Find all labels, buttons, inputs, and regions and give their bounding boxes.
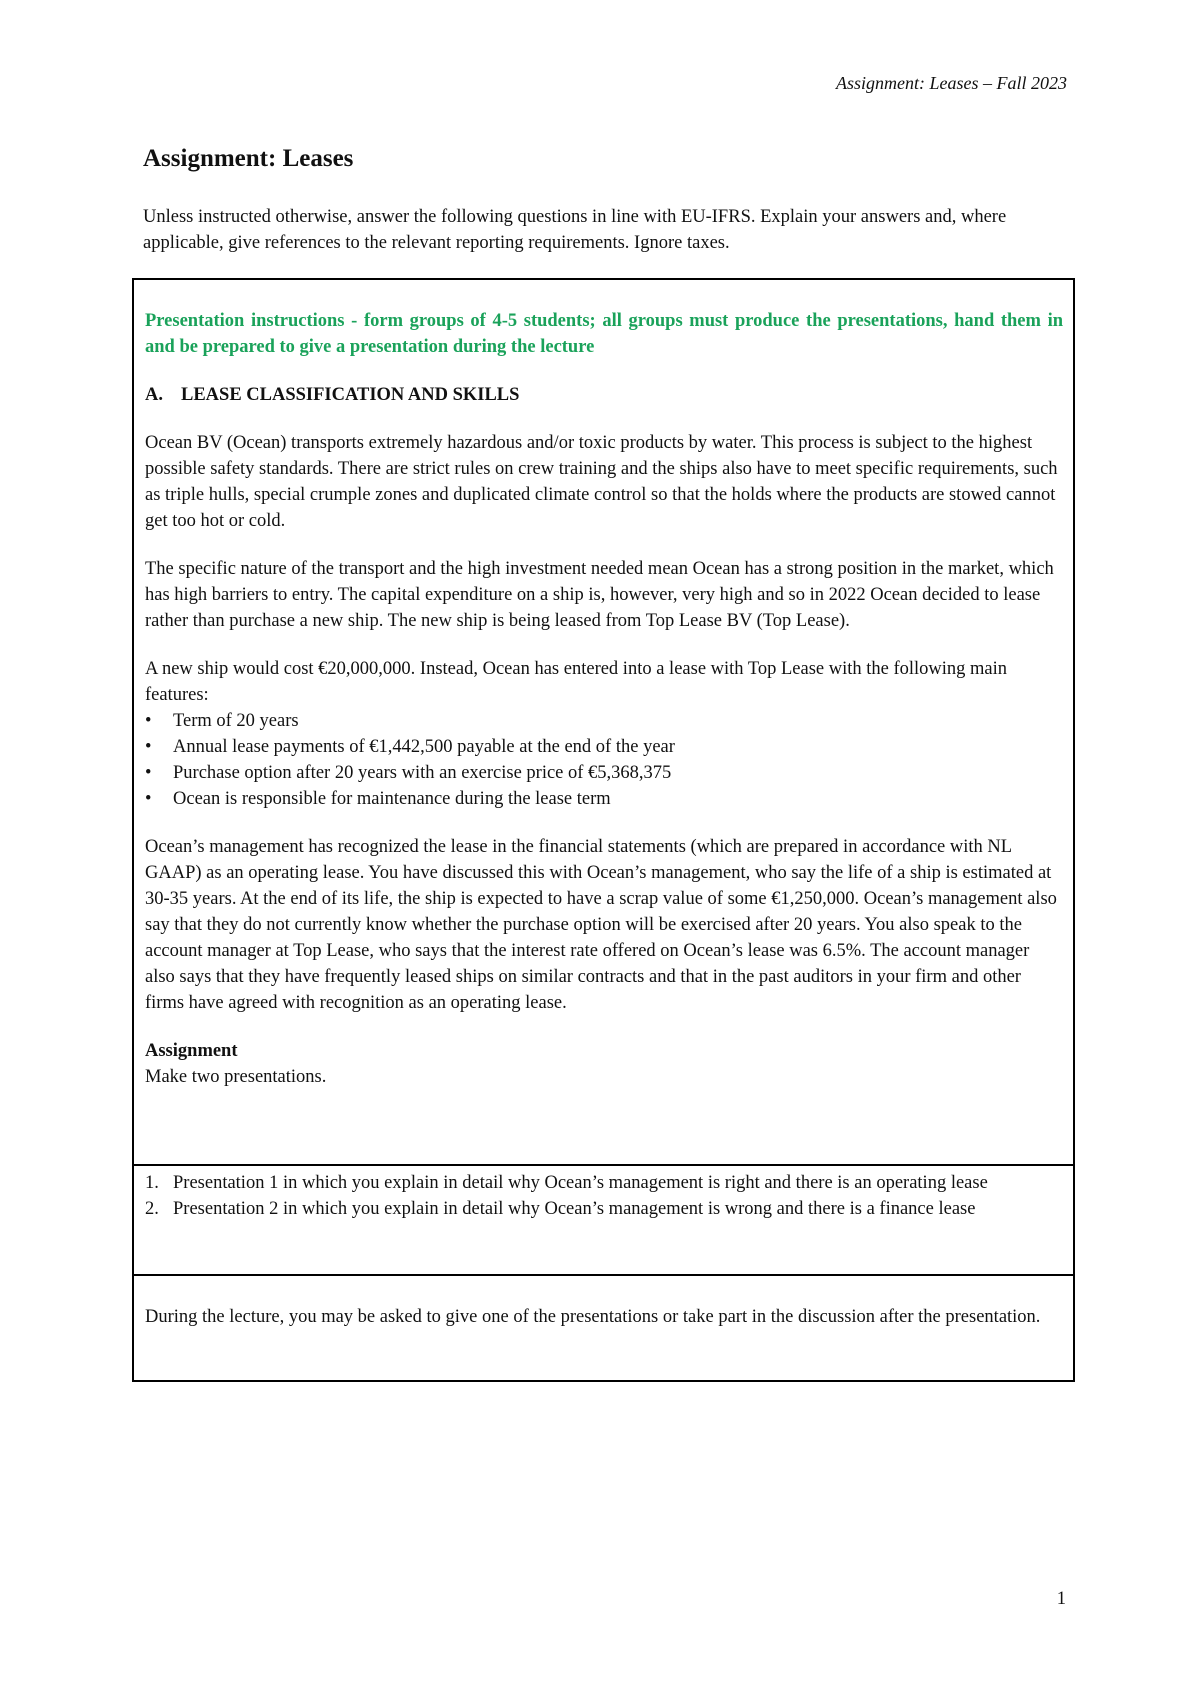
- paragraph-market: The specific nature of the transport and the high investment needed mean Ocean has a strong position in the market, which has high barriers to entry. The capital expenditure on a ship is, however, very high and so in 2022 Ocean decided to lease rather than purchase a new ship. The new ship is being leased from Top Lease BV (Top Lease).: [145, 559, 1054, 631]
- section-title: LEASE CLASSIFICATION AND SKILLS: [181, 385, 520, 405]
- bullet-icon: •: [145, 789, 152, 809]
- intro-paragraph: Unless instructed otherwise, answer the following questions in line with EU-IFRS. Explain your answers and, where applicable, give references to the relevant reporting requirements. Ignore taxes.: [143, 207, 1007, 253]
- closing-paragraph: During the lecture, you may be asked to give one of the presentations or take part in the discussion after the presentation.: [145, 1307, 1041, 1327]
- list-item: • Annual lease payments of €1,442,500 payable at the end of the year: [145, 734, 1063, 760]
- list-item: • Purchase option after 20 years with an exercise price of €5,368,375: [145, 760, 1063, 786]
- assignment-box: [132, 278, 1075, 1382]
- list-item: • Ocean is responsible for maintenance during the lease term: [145, 786, 1063, 812]
- section-letter: A.: [145, 385, 163, 405]
- bullet-icon: •: [145, 763, 152, 783]
- bullet-icon: •: [145, 711, 152, 731]
- assignment-heading: Assignment: [145, 1041, 238, 1061]
- assignment-box-content: [145, 308, 1063, 1090]
- page-title: Assignment: Leases: [143, 145, 354, 172]
- presentations-box: [132, 1164, 1075, 1276]
- presentation-instructions: Presentation instructions - form groups of 4-5 students; all groups must produce the presentations, hand them in and be prepared to give a presentation during the lecture: [145, 311, 1063, 357]
- running-header: Assignment: Leases – Fall 2023: [836, 73, 1067, 93]
- presentations-list: [145, 1170, 1045, 1222]
- list-item: • Term of 20 years: [145, 708, 1063, 734]
- section-heading: [145, 382, 1063, 408]
- paragraph-company: Ocean BV (Ocean) transports extremely hazardous and/or toxic products by water. This process is subject to the highest possible safety standards. There are strict rules on crew training and the ships also have to meet specific requirements, such as triple hulls, special crumple zones and duplicated climate control so that the holds where the products are stowed cannot get too hot or cold.: [145, 433, 1058, 531]
- page-number: 1: [1056, 1589, 1066, 1609]
- lease-features-list: [145, 708, 1063, 812]
- bullet-icon: •: [145, 737, 152, 757]
- paragraph-management: Ocean’s management has recognized the lease in the financial statements (which are prepared in accordance with NL GAAP) as an operating lease. You have discussed this with Ocean’s management, who say the life of a ship is estimated at 30-35 years. At the end of its life, the ship is expected to have a scrap value of some €1,250,000. Ocean’s management also say that they do not currently know whether the purchase option will be exercised after 20 years. You also speak to the account manager at Top Lease, who says that the interest rate offered on Ocean’s lease was 6.5%. The account manager also says that they have frequently leased ships on similar contracts and that in the past auditors in your firm and other firms have agreed with recognition as an operating lease.: [145, 837, 1057, 1013]
- list-item: 1. Presentation 1 in which you explain in detail why Ocean’s management is right and there is an operating lease: [145, 1173, 988, 1193]
- list-item: 2. Presentation 2 in which you explain in detail why Ocean’s management is wrong and there is a finance lease: [145, 1199, 976, 1219]
- paragraph-lease-intro: A new ship would cost €20,000,000. Instead, Ocean has entered into a lease with Top Lease with the following main features:: [145, 659, 1008, 705]
- assignment-text: Make two presentations.: [145, 1067, 327, 1087]
